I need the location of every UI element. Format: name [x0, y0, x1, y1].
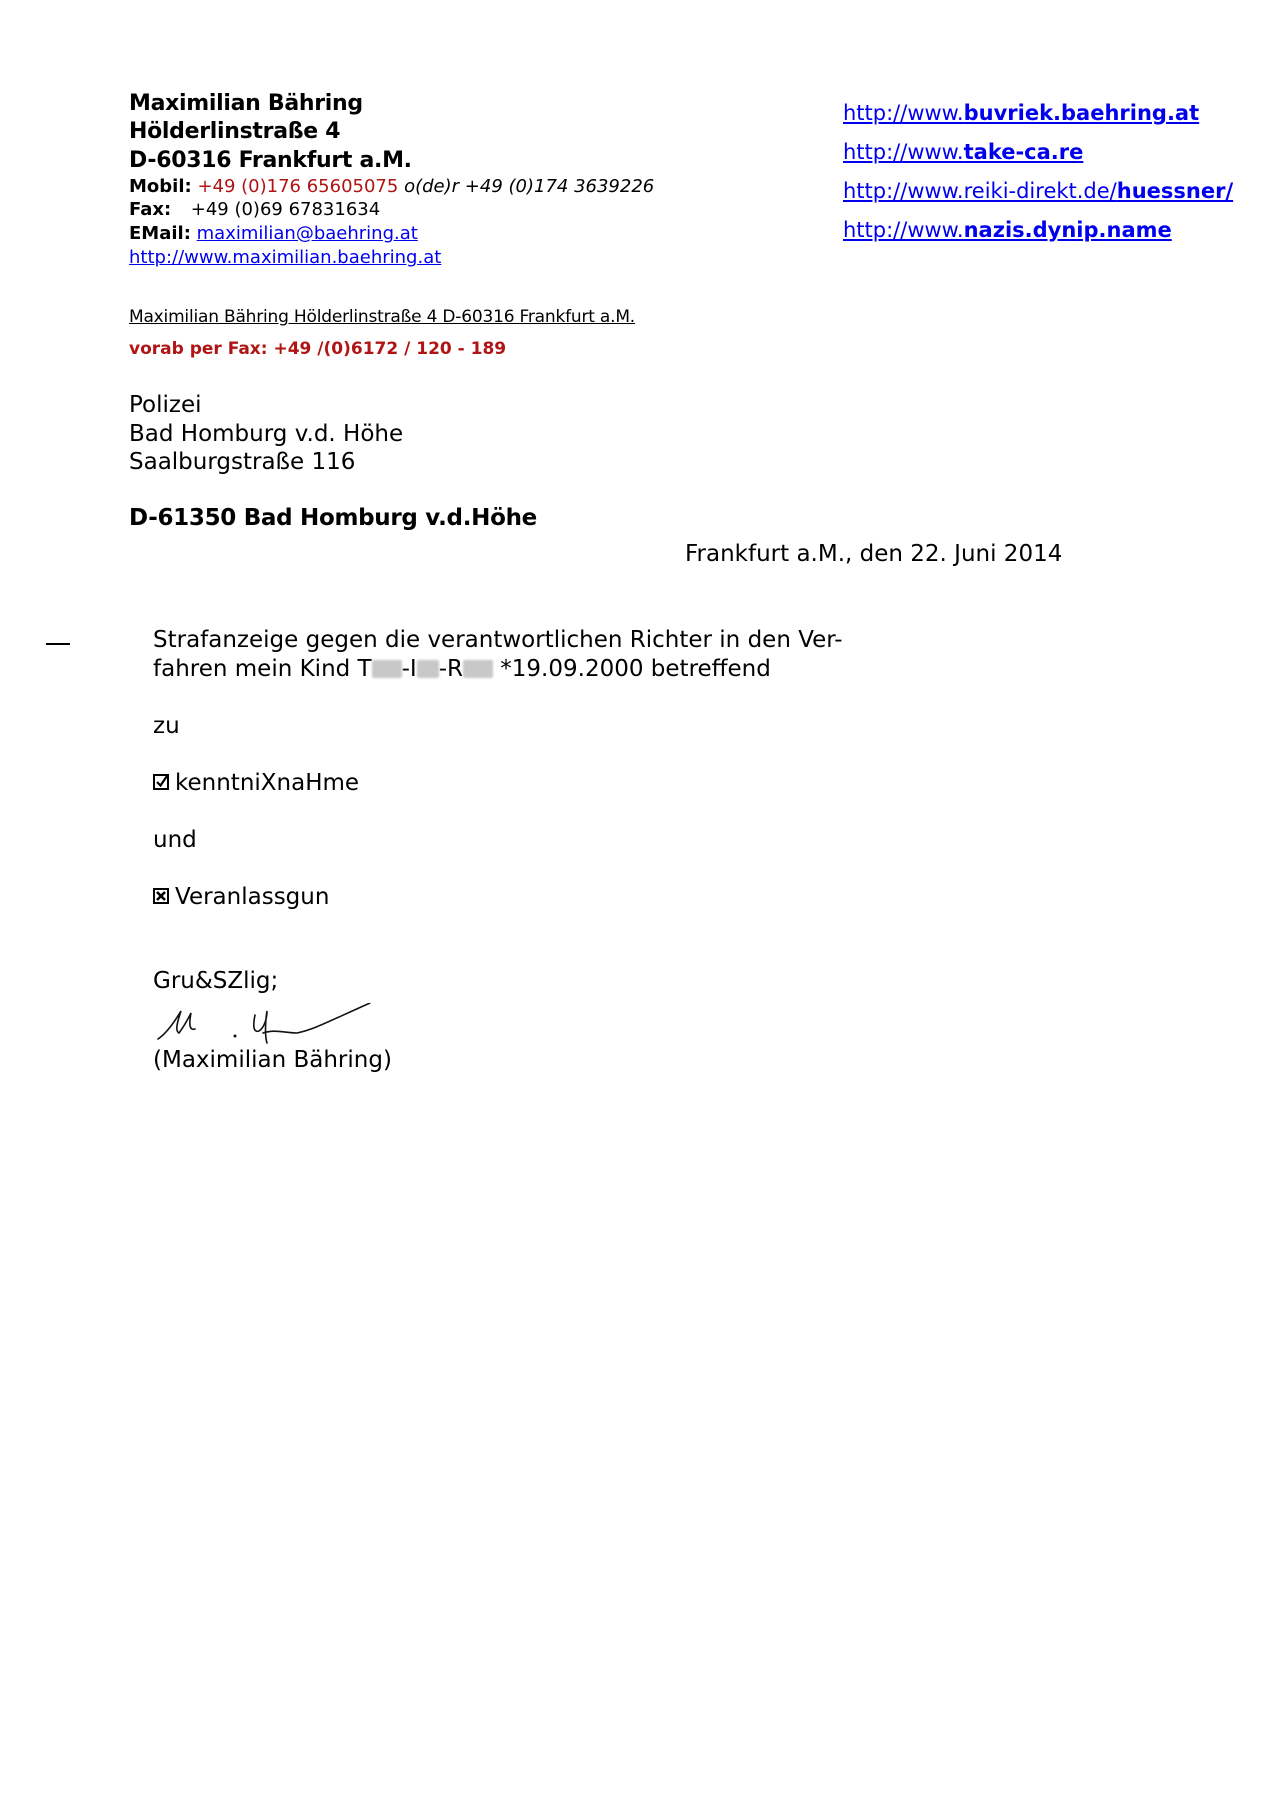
- subject-line2: [153, 656, 771, 682]
- mobil-label: Mobil:: [129, 176, 192, 197]
- link-domain: huessner/: [1116, 179, 1234, 203]
- recipient-city: D-61350 Bad Homburg v.d.Höhe: [129, 505, 537, 531]
- redacted-block: [463, 660, 493, 678]
- sender-name: Maximilian Bähring: [129, 91, 363, 116]
- link-nazis[interactable]: [843, 218, 1172, 242]
- link-reiki[interactable]: [843, 179, 1233, 203]
- checked-checkbox-icon: [153, 774, 169, 790]
- email-label: EMail:: [129, 223, 191, 244]
- subject-text: fahren mein Kind T: [153, 656, 372, 682]
- checkbox-veranlassung: [153, 884, 329, 910]
- fax-advance-number: +49 /(0)6172 / 120 - 189: [273, 339, 507, 359]
- redacted-block: [372, 660, 402, 678]
- und-text: und: [153, 827, 197, 853]
- return-address: Maximilian Bähring Hölderlinstraße 4 D-60316 Frankfurt a.M.: [129, 307, 636, 327]
- signature-name: (Maximilian Bähring): [153, 1047, 392, 1073]
- sender-city: D-60316 Frankfurt a.M.: [129, 148, 412, 173]
- link-prefix: http://www.: [843, 218, 964, 242]
- subject-line1: Strafanzeige gegen die verantwortlichen Richter in den Ver-: [153, 627, 843, 653]
- email-link[interactable]: maximilian@baehring.at: [196, 223, 418, 244]
- recipient-line1: Polizei: [129, 392, 202, 418]
- recipient-line2: Bad Homburg v.d. Höhe: [129, 421, 404, 447]
- redacted-block: [417, 660, 439, 678]
- mobil-number-1: +49 (0)176 65605075: [197, 176, 399, 197]
- signature-image: [155, 1003, 385, 1048]
- link-prefix: http://www.: [843, 101, 964, 125]
- recipient-line3: Saalburgstraße 116: [129, 449, 356, 475]
- subject-text: *19.09.2000 betreffend: [492, 656, 771, 682]
- fax-number: +49 (0)69 67831634: [190, 199, 381, 220]
- link-domain: nazis.dynip.name: [963, 218, 1172, 242]
- zu-text: zu: [153, 713, 180, 739]
- link-buvriek[interactable]: [843, 101, 1199, 125]
- sender-mobil: [129, 176, 654, 197]
- subject-text: -I: [401, 656, 417, 682]
- link-prefix: http://www.: [843, 140, 964, 164]
- mobil-number-2: +49 (0)174 3639226: [464, 176, 655, 197]
- sender-website-link[interactable]: http://www.maximilian.baehring.at: [129, 247, 442, 268]
- fax-advance-label: vorab per Fax:: [129, 339, 274, 359]
- link-prefix: http://www.reiki-direkt.de/: [843, 179, 1117, 203]
- checkbox-label: kenntniXnaHme: [175, 770, 360, 796]
- link-take-care[interactable]: [843, 140, 1083, 164]
- sender-fax: [129, 199, 380, 220]
- sender-street: Hölderlinstraße 4: [129, 119, 341, 144]
- sender-email: [129, 223, 418, 244]
- crossed-checkbox-icon: [153, 888, 169, 904]
- fold-mark: [46, 643, 70, 645]
- link-domain: take-ca.re: [963, 140, 1084, 164]
- fax-label: Fax:: [129, 199, 172, 220]
- letter-date: Frankfurt a.M., den 22. Juni 2014: [685, 541, 1063, 567]
- checkbox-kenntnisnahme: [153, 770, 359, 796]
- checkbox-label: Veranlassgun: [175, 884, 330, 910]
- mobil-or: o(de)r: [404, 176, 460, 197]
- link-domain: buvriek.baehring.at: [963, 101, 1200, 125]
- subject-text: -R: [438, 656, 463, 682]
- fax-advance: [129, 339, 506, 359]
- greeting: Gru&SZlig;: [153, 968, 279, 994]
